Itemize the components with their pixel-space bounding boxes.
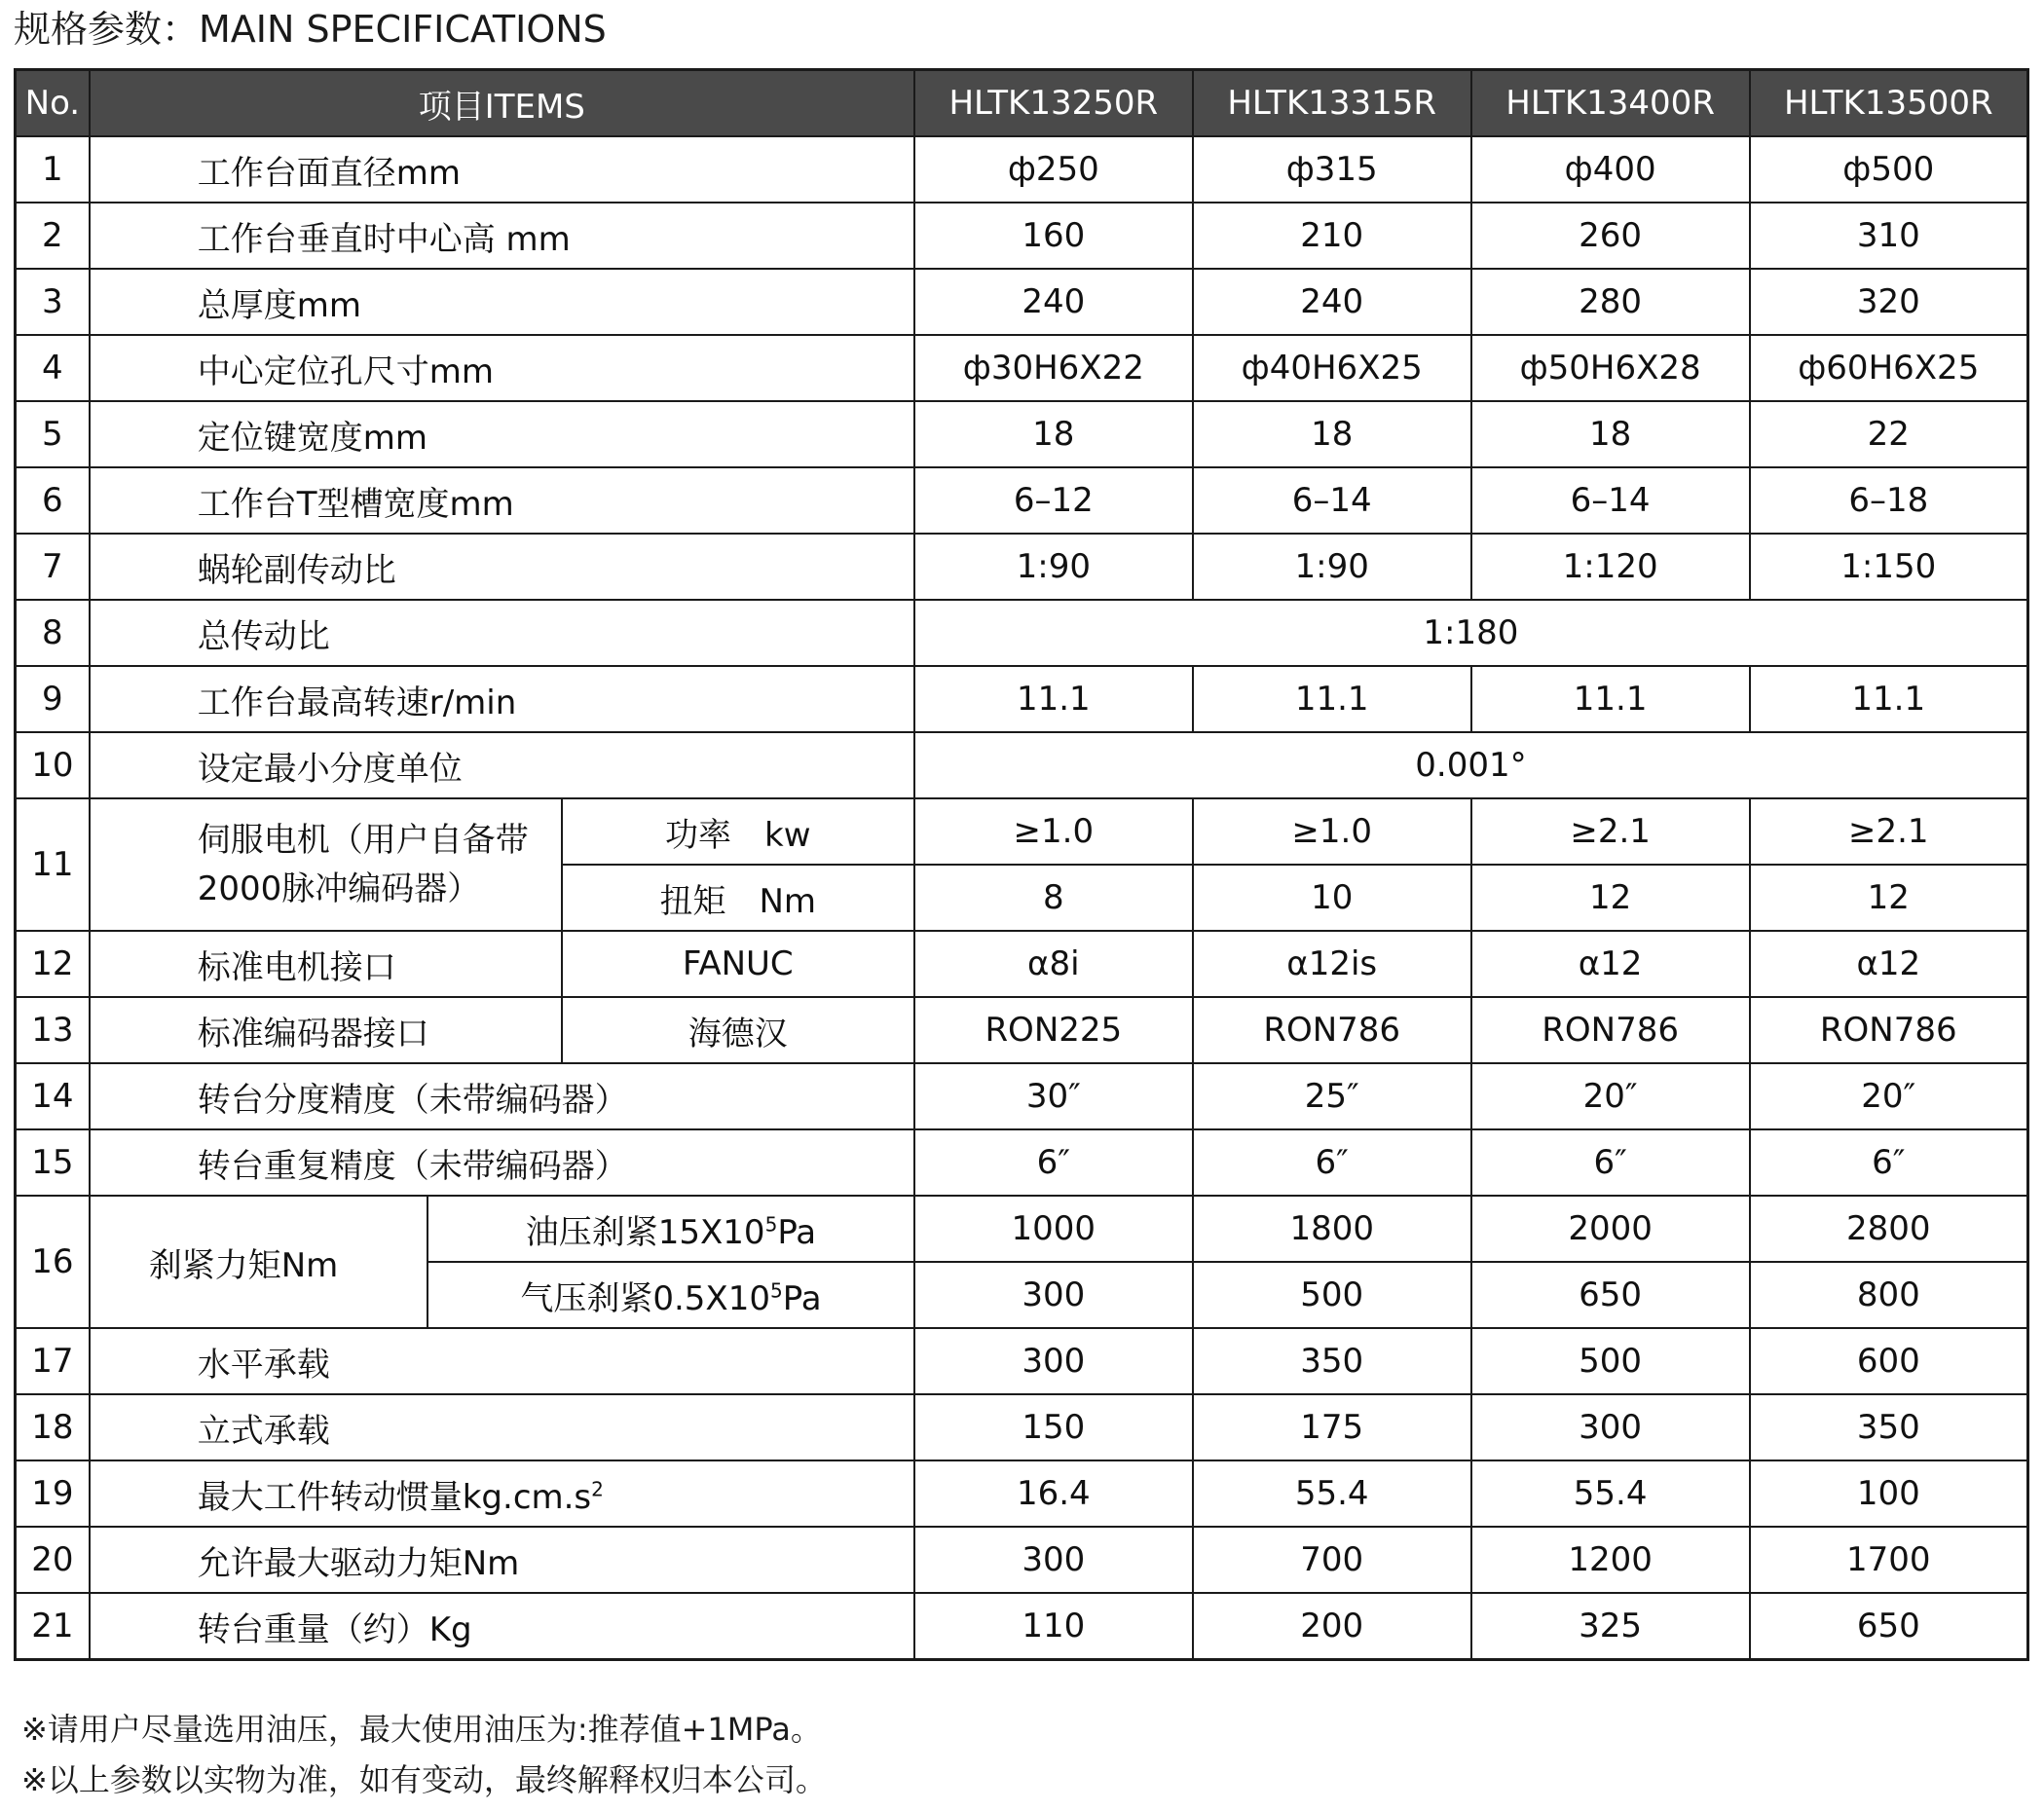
header-model: HLTK13500R [1750,70,2028,137]
cell-value: 300 [914,1527,1193,1593]
cell-value: 6–18 [1750,467,2028,534]
cell-value: 6″ [1471,1129,1750,1196]
cell-value: 500 [1193,1262,1471,1328]
table-row [16,997,2028,1063]
table-row [16,269,2028,335]
row-item: 蜗轮副传动比 [90,534,914,600]
table-row [16,1593,2028,1660]
row-item-text: 最大工件转动惯量kg.cm.s [197,1477,592,1517]
row-number: 20 [16,1527,90,1593]
cell-value: 1:120 [1471,534,1750,600]
cell-value: RON786 [1193,997,1471,1063]
row-sub-label [427,1196,914,1262]
row-sub-label: FANUC [562,931,914,997]
row-number: 15 [16,1129,90,1196]
row-number: 4 [16,335,90,401]
row-item: 立式承载 [90,1394,914,1460]
row-number: 5 [16,401,90,467]
cell-value: 6–14 [1471,467,1750,534]
cell-value: 310 [1750,203,2028,269]
cell-value: 320 [1750,269,2028,335]
page-title: 规格参数：MAIN SPECIFICATIONS [14,8,607,51]
row-item: 允许最大驱动力矩Nm [90,1527,914,1593]
cell-value: 500 [1471,1328,1750,1394]
specifications-table [14,68,2029,1661]
cell-value: 280 [1471,269,1750,335]
cell-value: 700 [1193,1527,1471,1593]
row-item: 转台重复精度（未带编码器） [90,1129,914,1196]
cell-value: 1:90 [914,534,1193,600]
sub-label-exponent: 5 [769,1278,783,1303]
row-item: 标准编码器接口 [90,997,562,1063]
header-no: No. [16,70,90,137]
table-row [16,1196,2028,1262]
row-item: 工作台最高转速r/min [90,666,914,732]
cell-value: 300 [914,1328,1193,1394]
row-sub-label: 扭矩 Nm [562,865,914,931]
cell-value: ≥2.1 [1750,798,2028,865]
table-row [16,467,2028,534]
cell-value: 100 [1750,1460,2028,1527]
cell-value: α12is [1193,931,1471,997]
row-number: 17 [16,1328,90,1394]
cell-value: 25″ [1193,1063,1471,1129]
cell-value: 11.1 [914,666,1193,732]
cell-value: 2800 [1750,1196,2028,1262]
cell-value: RON786 [1471,997,1750,1063]
row-number: 12 [16,931,90,997]
table-row [16,534,2028,600]
row-number: 16 [16,1196,90,1328]
footnote: ※以上参数以实物为准，如有变动，最终解释权归本公司。 [21,1761,827,1798]
cell-value: 55.4 [1193,1460,1471,1527]
row-item: 伺服电机（用户自备带2000脉冲编码器） [90,798,562,931]
cell-value: 300 [914,1262,1193,1328]
cell-value: 18 [914,401,1193,467]
cell-value: ф30H6X22 [914,335,1193,401]
cell-value: 11.1 [1193,666,1471,732]
table-row [16,732,2028,798]
table-row [16,335,2028,401]
cell-value: ф250 [914,136,1193,203]
row-item: 设定最小分度单位 [90,732,914,798]
cell-value: 6″ [1193,1129,1471,1196]
cell-value-merged: 0.001° [914,732,2028,798]
cell-value: 260 [1471,203,1750,269]
table-row [16,1394,2028,1460]
cell-value: 55.4 [1471,1460,1750,1527]
sub-label-text: 油压刹紧15X10 [525,1212,765,1252]
cell-value: RON786 [1750,997,2028,1063]
table-row [16,666,2028,732]
cell-value: 175 [1193,1394,1471,1460]
table-row [16,1129,2028,1196]
cell-value: 200 [1193,1593,1471,1660]
row-number: 3 [16,269,90,335]
cell-value: 2000 [1471,1196,1750,1262]
cell-value: 11.1 [1750,666,2028,732]
row-number: 13 [16,997,90,1063]
table-row [16,401,2028,467]
row-item: 标准电机接口 [90,931,562,997]
row-number: 21 [16,1593,90,1660]
row-sub-label [427,1262,914,1328]
cell-value: 240 [1193,269,1471,335]
sub-label-unit: Pa [777,1212,817,1252]
row-item-exponent: 2 [591,1477,604,1501]
row-number: 19 [16,1460,90,1527]
row-sub-label: 海德汉 [562,997,914,1063]
row-number: 2 [16,203,90,269]
row-item: 转台分度精度（未带编码器） [90,1063,914,1129]
cell-value: 110 [914,1593,1193,1660]
table-row [16,931,2028,997]
cell-value: 8 [914,865,1193,931]
cell-value: 350 [1193,1328,1471,1394]
cell-value: ф60H6X25 [1750,335,2028,401]
cell-value: 20″ [1471,1063,1750,1129]
cell-value: 650 [1750,1593,2028,1660]
cell-value: 350 [1750,1394,2028,1460]
row-item: 总传动比 [90,600,914,666]
sub-label-exponent: 5 [764,1212,778,1237]
header-items: 项目ITEMS [90,70,914,137]
cell-value: α12 [1750,931,2028,997]
cell-value: 240 [914,269,1193,335]
cell-value: 1:90 [1193,534,1471,600]
cell-value: 11.1 [1471,666,1750,732]
cell-value: 18 [1193,401,1471,467]
row-number: 7 [16,534,90,600]
cell-value: 10 [1193,865,1471,931]
row-number: 14 [16,1063,90,1129]
cell-value: 6″ [914,1129,1193,1196]
sub-label-unit: Pa [782,1278,822,1318]
row-number: 11 [16,798,90,931]
cell-value: ф500 [1750,136,2028,203]
row-item: 定位键宽度mm [90,401,914,467]
table-header-row [16,70,2028,137]
footnotes [21,1704,827,1805]
row-item: 工作台面直径mm [90,136,914,203]
cell-value: 210 [1193,203,1471,269]
cell-value: RON225 [914,997,1193,1063]
table-row [16,1527,2028,1593]
table-row [16,1460,2028,1527]
cell-value: 30″ [914,1063,1193,1129]
table-row [16,798,2028,865]
row-number: 10 [16,732,90,798]
table-row [16,1328,2028,1394]
table-row [16,203,2028,269]
cell-value: 16.4 [914,1460,1193,1527]
cell-value: ф400 [1471,136,1750,203]
row-sub-label: 功率 kw [562,798,914,865]
cell-value: 1:150 [1750,534,2028,600]
cell-value: 650 [1471,1262,1750,1328]
cell-value: α12 [1471,931,1750,997]
cell-value: ф50H6X28 [1471,335,1750,401]
row-item: 工作台垂直时中心高 mm [90,203,914,269]
cell-value: 1200 [1471,1527,1750,1593]
cell-value: 1700 [1750,1527,2028,1593]
table-row [16,1063,2028,1129]
cell-value: 6″ [1750,1129,2028,1196]
row-item: 工作台T型槽宽度mm [90,467,914,534]
cell-value: 12 [1471,865,1750,931]
cell-value: 325 [1471,1593,1750,1660]
table-row [16,136,2028,203]
cell-value: 800 [1750,1262,2028,1328]
cell-value: 6–14 [1193,467,1471,534]
row-number: 18 [16,1394,90,1460]
cell-value: ≥1.0 [1193,798,1471,865]
cell-value: ф315 [1193,136,1471,203]
header-model: HLTK13315R [1193,70,1471,137]
row-number: 8 [16,600,90,666]
footnote: ※请用户尽量选用油压，最大使用油压为:推荐值+1MPa。 [21,1711,822,1748]
table-row [16,600,2028,666]
header-model: HLTK13400R [1471,70,1750,137]
row-number: 1 [16,136,90,203]
cell-value: 18 [1471,401,1750,467]
row-number: 6 [16,467,90,534]
cell-value: 150 [914,1394,1193,1460]
cell-value: 6–12 [914,467,1193,534]
row-item: 刹紧力矩Nm [90,1196,427,1328]
cell-value: 300 [1471,1394,1750,1460]
cell-value: ≥2.1 [1471,798,1750,865]
cell-value: ф40H6X25 [1193,335,1471,401]
cell-value: 12 [1750,865,2028,931]
row-item [90,1460,914,1527]
cell-value: 160 [914,203,1193,269]
cell-value: α8i [914,931,1193,997]
cell-value: 1000 [914,1196,1193,1262]
cell-value: 22 [1750,401,2028,467]
cell-value: ≥1.0 [914,798,1193,865]
row-item: 总厚度mm [90,269,914,335]
row-item: 转台重量（约）Kg [90,1593,914,1660]
row-number: 9 [16,666,90,732]
cell-value-merged: 1:180 [914,600,2028,666]
sub-label-text: 气压刹紧0.5X10 [520,1278,770,1318]
cell-value: 1800 [1193,1196,1471,1262]
header-model: HLTK13250R [914,70,1193,137]
cell-value: 600 [1750,1328,2028,1394]
cell-value: 20″ [1750,1063,2028,1129]
row-item: 水平承载 [90,1328,914,1394]
row-item: 中心定位孔尺寸mm [90,335,914,401]
